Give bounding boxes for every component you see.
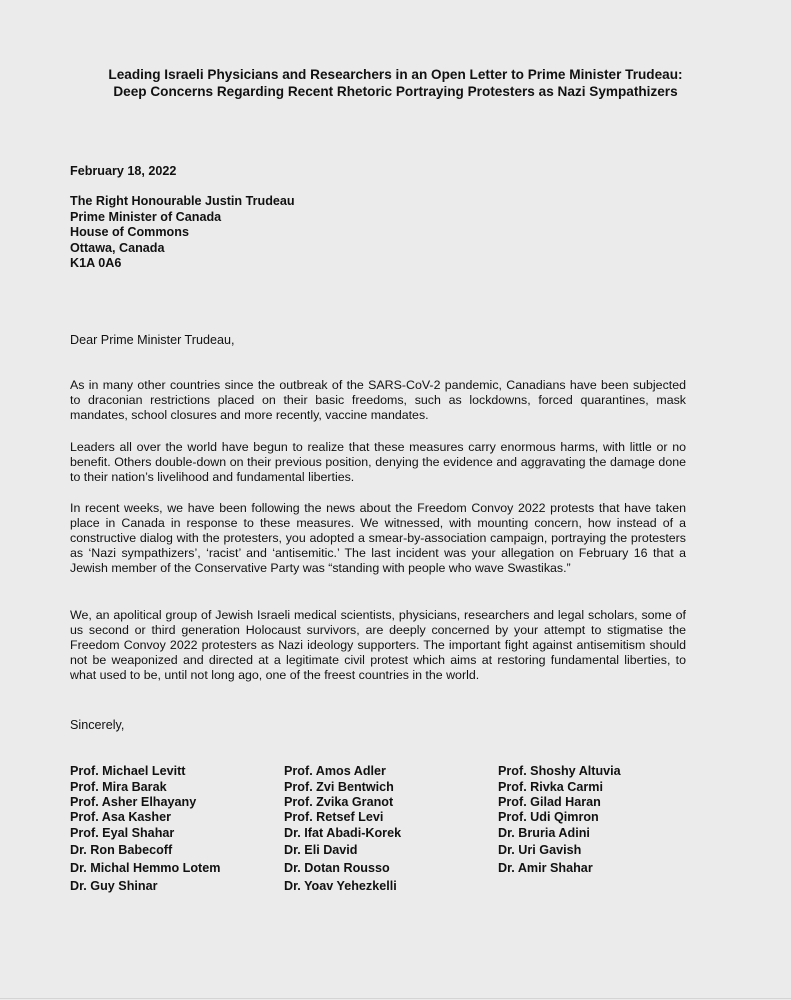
- signatory-name: Dr. Ifat Abadi-Korek: [284, 825, 402, 840]
- body-paragraph: As in many other countries since the outbreak of the SARS-CoV-2 pandemic, Canadians have been subjected to draconian restrictions placed on their basic freedoms, such as lockdowns, forced quarantines, mask mandates, school closures and more recently, vaccine mandates.: [70, 378, 686, 422]
- signatory-name: Dr. Ron Babecoff: [70, 843, 173, 857]
- body-paragraph: We, an apolitical group of Jewish Israeli medical scientists, physicians, researchers and legal scholars, some of us second or third generation Holocaust survivors, are deeply concerned by your attempt to stigmatise the Freedom Convoy 2022 protesters as Nazi ideology supporters. The important fight against antisemitism should not be weaponized and directed at a legitimate civil protest which aims at restoring fundamental liberties, to what used to be, until not long ago, one of the freest countries in the world.: [70, 608, 686, 682]
- signatory-name: Prof. Amos Adler: [284, 764, 386, 778]
- title-line-1: Leading Israeli Physicians and Researchers in an Open Letter to Prime Minister Trudeau:: [108, 67, 683, 82]
- signatory-name: Prof. Mira Barak: [70, 779, 167, 794]
- body-paragraph: In recent weeks, we have been following the news about the Freedom Convoy 2022 protests that have taken place in Canada in response to these measures. We witnessed, with mounting concern, how instead of a constructive dialog with the protesters, you adopted a smear-by-association campaign, portraying the protesters as ‘Nazi sympathizers’, ‘racist’ and ‘antisemitic.’ The last incident was your allegation on February 16 that a Jewish member of the Conservative Party was “standing with people who wave Swastikas.”: [70, 501, 686, 575]
- recipient-name: The Right Honourable Justin Trudeau: [70, 194, 295, 208]
- signatory-name: Dr. Michal Hemmo Lotem: [70, 860, 221, 875]
- recipient-city: Ottawa, Canada: [70, 240, 165, 255]
- title-line-2: Deep Concerns Regarding Recent Rhetoric Portraying Protesters as Nazi Sympathizers: [113, 84, 678, 99]
- body-paragraph: Leaders all over the world have begun to realize that these measures carry enormous harms, with little or no benefit. Others double-down on their previous position, denying the evidence and aggravating the damage done to their nation’s livelihood and fundamental liberties.: [70, 440, 686, 484]
- signatory-name: Prof. Asa Kasher: [70, 810, 172, 824]
- signatory-name: Prof. Gilad Haran: [498, 795, 601, 809]
- signatory-name: Dr. Yoav Yehezkelli: [284, 879, 397, 893]
- signatory-name: Prof. Eyal Shahar: [70, 825, 175, 840]
- letter-title: [40, 66, 751, 100]
- signatory-name: Dr. Guy Shinar: [70, 879, 158, 893]
- recipient-postal-code: K1A 0A6: [70, 256, 122, 271]
- signatory-name: Prof. Asher Elhayany: [70, 795, 197, 809]
- signatory-name: Prof. Michael Levitt: [70, 764, 186, 778]
- signatory-name: Dr. Amir Shahar: [498, 860, 593, 875]
- signatory-name: Dr. Uri Gavish: [498, 843, 582, 857]
- signatory-name: Prof. Shoshy Altuvia: [498, 764, 621, 778]
- signatory-name: Prof. Zvika Granot: [284, 795, 394, 809]
- signatory-name: Dr. Eli David: [284, 843, 358, 857]
- page-bottom-edge: [0, 998, 791, 999]
- letter-date: February 18, 2022: [70, 164, 177, 178]
- recipient-address: [70, 194, 295, 272]
- signatory-name: Prof. Retsef Levi: [284, 810, 384, 824]
- closing: Sincerely,: [70, 718, 125, 732]
- signatory-name: Prof. Rivka Carmi: [498, 779, 603, 794]
- signatory-name: Prof. Udi Qimron: [498, 810, 599, 824]
- signatory-name: Dr. Bruria Adini: [498, 825, 590, 840]
- signatory-name: Dr. Dotan Rousso: [284, 860, 390, 875]
- recipient-office: House of Commons: [70, 225, 189, 240]
- salutation: Dear Prime Minister Trudeau,: [70, 333, 235, 347]
- recipient-title: Prime Minister of Canada: [70, 209, 222, 224]
- signatory-name: Prof. Zvi Bentwich: [284, 779, 394, 794]
